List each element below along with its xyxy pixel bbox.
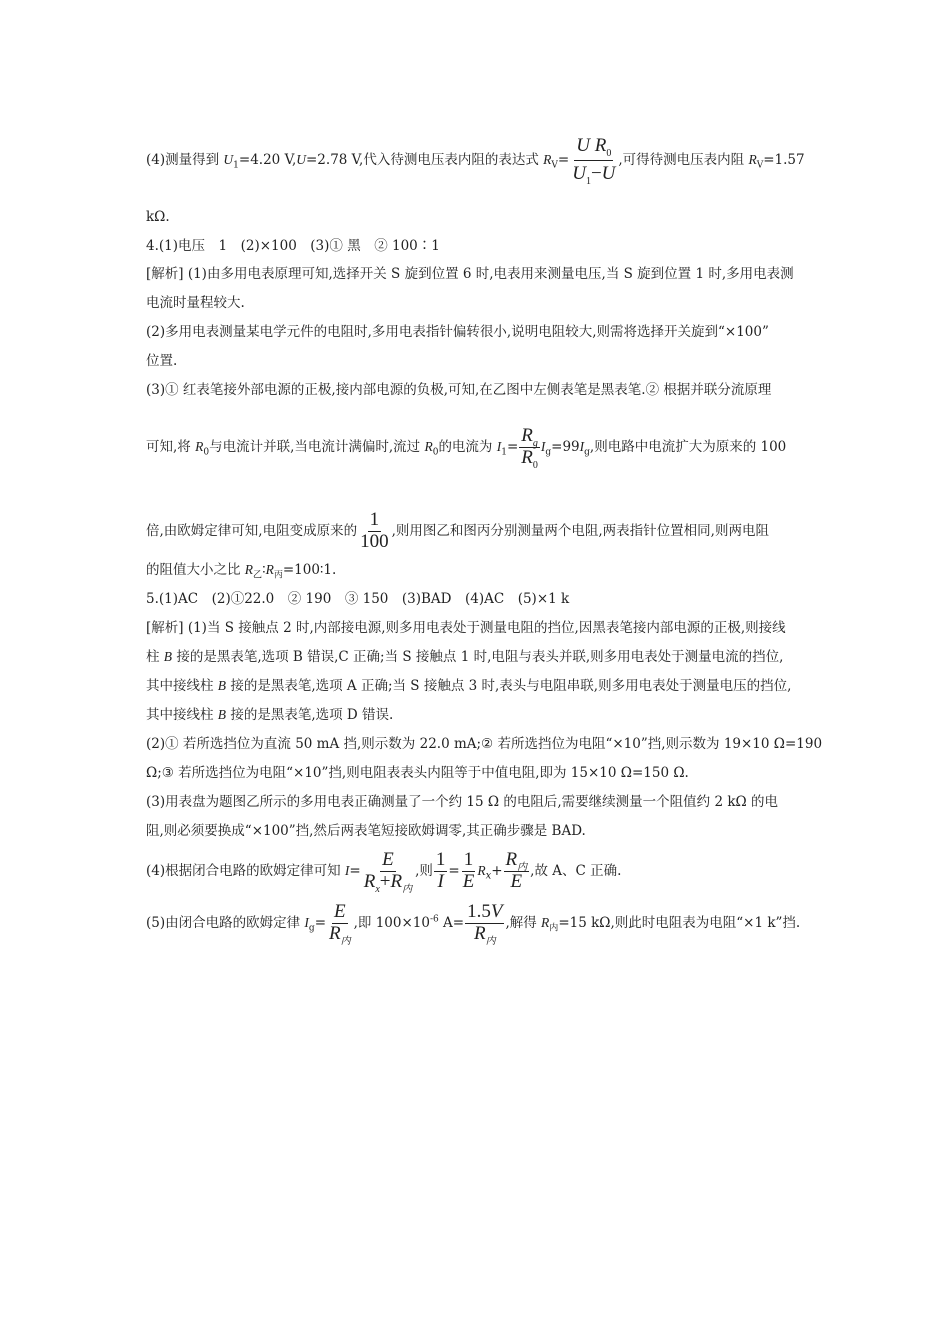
minus: − <box>590 162 602 184</box>
sub: 丙 <box>273 570 283 581</box>
fraction-numerator <box>519 426 540 448</box>
sub: 内 <box>485 935 496 947</box>
fraction-numerator: 1 <box>463 849 474 870</box>
var-b: B <box>163 649 173 664</box>
p4-line <box>146 136 805 185</box>
var-b: B <box>217 678 227 693</box>
var-i: I <box>344 862 350 878</box>
var-r: R <box>521 446 533 468</box>
q4-analysis-2: (2)多用电表测量某电学元件的电阻时,多用电表指针偏转很小,说明电阻较大,则需将选择开关旋到“×100” <box>146 324 769 340</box>
var-r: R <box>505 849 518 870</box>
fraction-denominator <box>570 161 617 185</box>
sub: 内 <box>517 861 528 873</box>
q4-analysis-3c <box>146 510 769 553</box>
var-r: R <box>477 862 486 878</box>
var-u: U <box>572 162 586 184</box>
text: = <box>448 862 460 879</box>
p4-unit: kΩ. <box>146 209 170 225</box>
fraction-numerator <box>574 136 613 161</box>
sub: 0 <box>532 459 538 471</box>
rg-fraction <box>519 426 540 469</box>
var-r: R <box>543 151 552 167</box>
text: (4)根据闭合电路的欧姆定律可知 <box>146 862 345 879</box>
text: 与电流计并联,当电流计满偏时,流过 <box>209 438 425 455</box>
sub: 1 <box>501 447 507 458</box>
q4-analysis-1b: 电流时量程较大. <box>146 295 245 311</box>
sub: 内 <box>402 883 413 895</box>
fraction-denominator <box>519 448 540 469</box>
var-r: R <box>244 562 254 577</box>
fraction-numerator: E <box>382 849 394 870</box>
text: 的阻值大小之比 <box>146 562 245 578</box>
plus: + <box>379 870 391 892</box>
text: 其中接线柱 <box>146 678 218 694</box>
sub: V <box>551 160 558 171</box>
text: 倍,由欧姆定律可知,电阻变成原来的 <box>146 522 358 539</box>
sub: 1 <box>233 160 239 171</box>
var-r: R <box>748 151 757 167</box>
text: 可知,将 <box>146 438 196 455</box>
q5-analysis-2b: Ω;③ 若所选挡位为电阻“×10”挡,则电阻表表头内阻等于中值电阻,即为 15×10 Ω=150 Ω. <box>146 765 689 781</box>
fraction-denominator: E <box>510 870 523 892</box>
q4-answer: 4.(1)电压 1 (2)×100 (3)① 黑 ② 100∶1 <box>146 238 440 254</box>
sub: 内 <box>340 935 351 947</box>
q5-analysis-2: (2)① 若所选挡位为直流 50 mA 挡,则示数为 22.0 mA;② 若所选挡位为电阻“×10”挡,则示数为 19×10 Ω=190 <box>146 736 823 752</box>
var-u: U <box>576 135 590 156</box>
text: 的电流为 <box>438 438 497 455</box>
fraction-numerator <box>504 850 530 872</box>
var-r: R <box>329 922 341 944</box>
sub: g <box>584 447 590 458</box>
sub: g <box>532 437 538 449</box>
var-i: I <box>304 914 309 930</box>
ig-fraction <box>327 902 353 945</box>
sub: 0 <box>203 447 210 458</box>
text: 其中接线柱 <box>146 707 218 723</box>
rnei-over-e-fraction <box>504 850 530 893</box>
text: 接的是黑表笔,选项 D 错误. <box>226 707 394 723</box>
fraction-denominator: 100 <box>360 530 389 552</box>
q5-analysis-1d <box>146 706 393 724</box>
fraction-denominator <box>362 872 414 893</box>
var-r: R <box>363 870 376 892</box>
var-i: I <box>496 438 502 454</box>
fraction-numerator: 1 <box>369 509 380 530</box>
text: ,则用图乙和图丙分别测量两个电阻,两表指针位置相同,则两电阻 <box>391 522 769 539</box>
var-b: B <box>217 707 227 722</box>
p4-text: (4)测量得到 <box>146 151 224 168</box>
sub: V <box>756 160 764 171</box>
var-r: R <box>541 914 550 930</box>
text: ,则 <box>415 862 433 879</box>
one-over-e-fraction <box>461 850 477 893</box>
sub: g <box>545 447 552 458</box>
q5-analysis-3: (3)用表盘为题图乙所示的多用电表正确测量了一个约 15 Ω 的电阻后,需要继续测量一个阻值约 2 kΩ 的电 <box>146 794 778 810</box>
fraction-denominator <box>472 924 498 945</box>
sub: g <box>308 923 315 934</box>
var-u: U <box>601 162 616 184</box>
var-r: R <box>521 425 533 446</box>
p4-text: =4.20 V, <box>238 151 297 168</box>
inverse-current-fraction <box>434 850 448 893</box>
text: 柱 <box>146 649 164 665</box>
number: 1.5 <box>467 901 491 922</box>
sub: 1 <box>585 175 591 187</box>
q5-analysis-1c <box>146 677 791 695</box>
text: = <box>314 914 326 931</box>
text: A= <box>438 914 465 931</box>
var-r: R <box>594 135 607 156</box>
fraction-numerator: E <box>334 901 346 922</box>
var-r: R <box>195 438 204 454</box>
q5-analysis-4 <box>146 850 621 893</box>
text: =15 kΩ,则此时电阻表为电阻“×1 k”挡. <box>558 914 801 931</box>
sub: 内 <box>549 923 559 934</box>
var-r: R <box>424 438 433 454</box>
text: 接的是黑表笔,选项 B 错误,C 正确;当 S 接触点 1 时,电阻与表头并联,则多用电表处于测量电流的挡位, <box>172 649 784 665</box>
text: 接的是黑表笔,选项 A 正确;当 S 接触点 3 时,表头与电阻串联,则多用电表处于测量电压的挡位, <box>226 678 792 694</box>
fraction-denominator <box>327 924 353 945</box>
text: + <box>491 862 503 879</box>
var-i: I <box>579 438 585 454</box>
q4-analysis-3d: 的阻值大小之比 $R_乙∶R_丙=100∶1$. <box>146 562 337 581</box>
q5-analysis-1: [解析] (1)当 S 接触点 2 时,内部接电源,则多用电表处于测量电阻的挡位,因黑表笔接内部电源的正极,则接线 <box>146 620 786 636</box>
var-r: R <box>265 562 274 577</box>
p4-text: = <box>557 151 570 168</box>
p4-text: ,可得待测电压表内阻 <box>618 151 749 168</box>
q5-answer: 5.(1)AC (2)①22.0 ② 190 ③ 150 (3)BAD (4)AC (5)×1 k <box>146 591 570 607</box>
var-v: V <box>490 901 503 922</box>
q4-analysis-1: [解析] (1)由多用电表原理可知,选择开关 S 旋到位置 6 时,电表用来测量电压,当 S 旋到位置 1 时,多用电表测 <box>146 266 794 282</box>
p4-text: =2.78 V,代入待测电压表内阻的表达式 <box>306 151 544 168</box>
q4-analysis-3b <box>146 426 786 469</box>
sub: 0 <box>606 147 612 159</box>
sub: x <box>485 870 492 882</box>
hundredth-fraction <box>358 510 391 553</box>
sub: 0 <box>432 447 439 458</box>
fraction-numerator: 1 <box>435 849 446 870</box>
current-fraction <box>362 850 414 893</box>
q4-analysis-3: (3)① 红表笔接外部电源的正极,接内部电源的负极,可知,在乙图中左侧表笔是黑表笔.② 根据并联分流原理 <box>146 382 772 398</box>
q5-analysis-5 <box>146 902 800 945</box>
var-r: R <box>390 870 403 892</box>
fraction-numerator <box>465 902 504 924</box>
text: = <box>506 438 519 455</box>
text: =99 <box>551 438 580 455</box>
sub: 乙 <box>253 570 263 581</box>
q4-analysis-2b: 位置. <box>146 353 178 369</box>
var-u: U <box>296 151 306 167</box>
text: ,故 A、C 正确. <box>530 862 622 879</box>
text: = <box>349 862 361 879</box>
var-u: U <box>223 151 234 167</box>
var-r: R <box>473 922 486 944</box>
text: ,解得 <box>505 914 542 931</box>
sup: -6 <box>429 914 439 925</box>
q5-analysis-1b <box>146 648 783 666</box>
voltage-fraction <box>465 902 504 945</box>
text: (5)由闭合电路的欧姆定律 <box>146 914 305 931</box>
var-i: I <box>540 438 546 454</box>
fraction-denominator: I <box>437 870 444 892</box>
sub: x <box>375 883 380 895</box>
q5-analysis-3b: 阻,则必须要换成“×100”挡,然后两表笔短接欧姆调零,其正确步骤是 BAD. <box>146 823 586 839</box>
rv-fraction <box>570 136 617 185</box>
text: ,则电路中电流扩大为原来的 100 <box>589 438 787 455</box>
text: =100∶1. <box>282 562 337 578</box>
p4-text: =1.57 <box>763 151 805 168</box>
fraction-denominator: E <box>462 870 475 892</box>
text: ,即 100×10 <box>353 914 430 931</box>
